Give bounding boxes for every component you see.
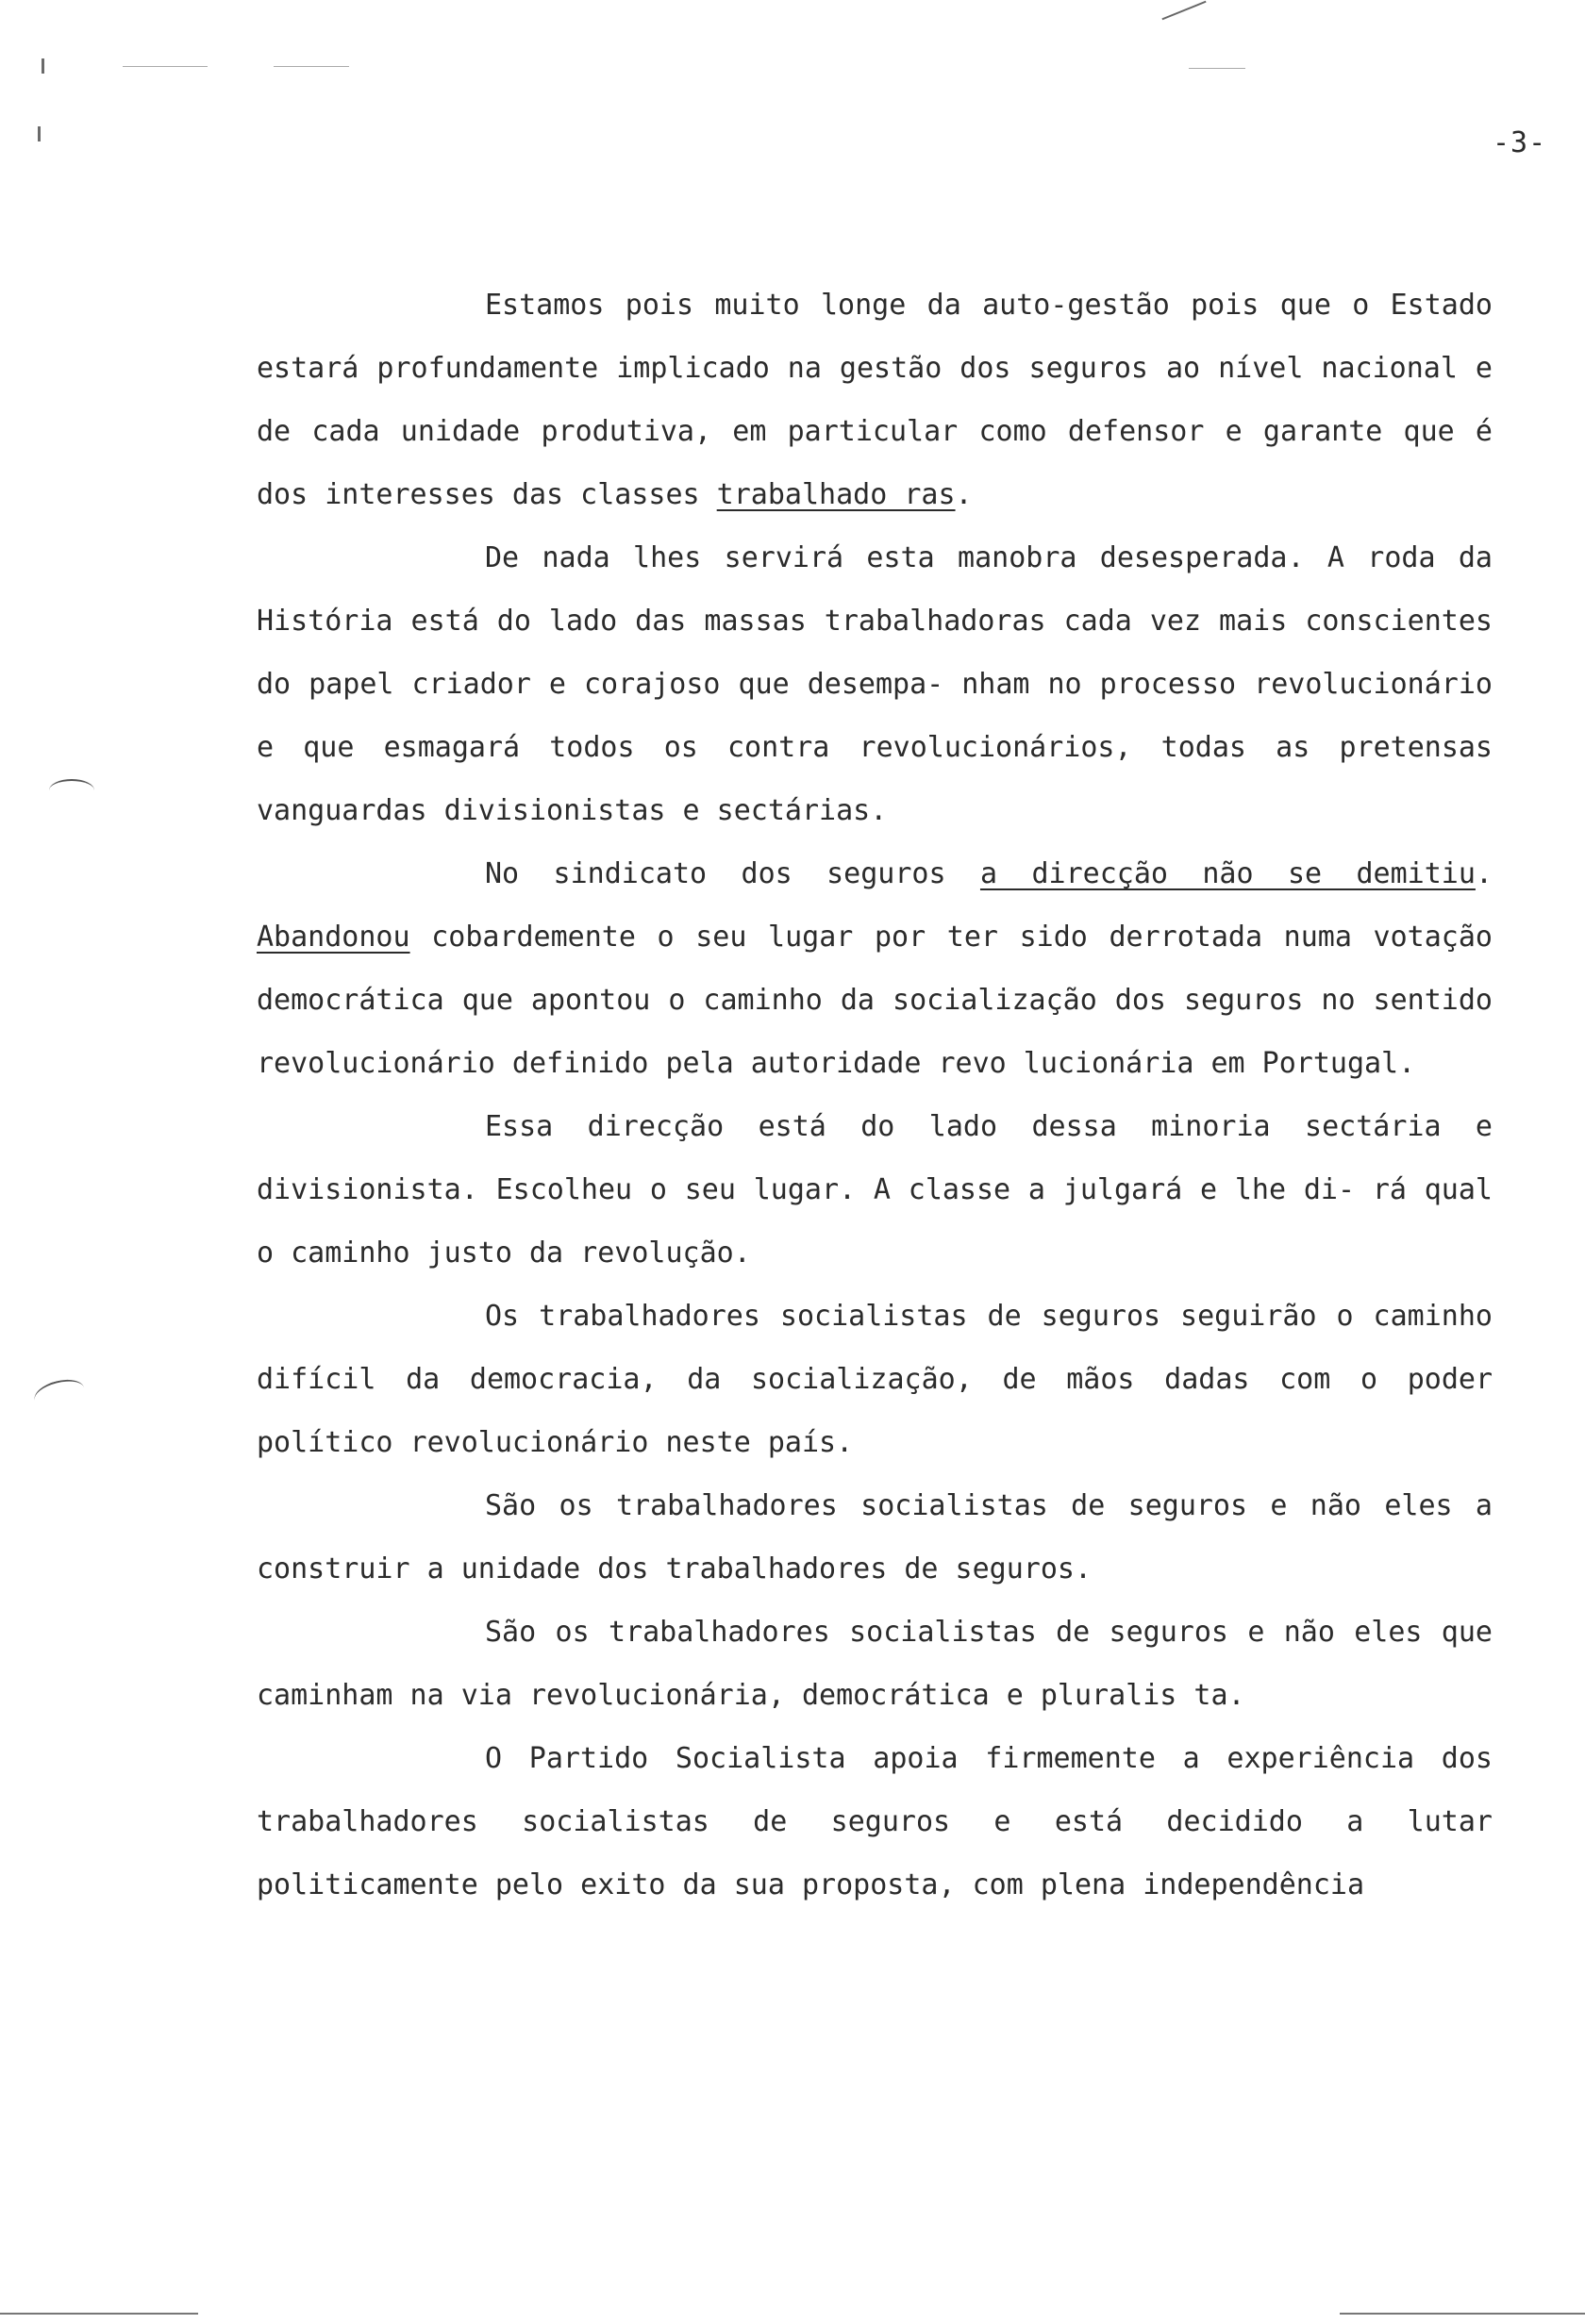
- paragraph: [257, 274, 1493, 526]
- scan-mark-left-1: [42, 58, 44, 74]
- scan-dash-top-right: [1189, 68, 1245, 69]
- scan-arc-left-1: [49, 779, 94, 802]
- paragraph-text: Essa direcção está do lado dessa minoria sectária e divisionista. Escolheu o seu lugar. A classe a julgará e lhe di- rá qual o caminho justo da revolução.: [257, 1110, 1493, 1270]
- paragraph: [257, 1727, 1493, 1917]
- scan-rule-bottom-right: [1340, 2313, 1585, 2315]
- paragraph: [257, 1095, 1493, 1285]
- page-number: -3-: [1493, 126, 1547, 159]
- paragraph: [257, 842, 1493, 1095]
- scan-rule-bottom-left: [0, 2313, 198, 2315]
- scan-arc-left-2: [31, 1375, 87, 1413]
- underlined-text: trabalhado ras: [716, 478, 956, 511]
- scan-dash-top-left-2: [274, 66, 349, 67]
- paragraph-text: São os trabalhadores socialistas de seguros e não eles que caminham na via revolucionária, democrática e pluralis ta.: [257, 1616, 1493, 1712]
- paragraph-text: No sindicato dos seguros: [485, 857, 980, 890]
- scan-mark-left-2: [38, 126, 41, 141]
- paragraph: [257, 1474, 1493, 1601]
- paragraph-text: De nada lhes servirá esta manobra desesperada. A roda da História está do lado das massas trabalhadoras cada vez mais conscientes do papel criador e corajoso que desempa- nham no processo revolucionário e que esmagará todos os contra revolucionários, todas as pretensas vanguardas divisionistas e sectárias.: [257, 541, 1493, 827]
- paragraph-text: .: [955, 478, 973, 511]
- paragraph: [257, 1601, 1493, 1727]
- paragraph-text: cobardemente o seu lugar por ter sido derrotada numa votação democrática que apontou o caminho da socialização dos seguros no sentido revolucionário definido pela autoridade revo lucionária em Portugal.: [257, 921, 1493, 1080]
- scan-dash-top-left: [123, 66, 208, 67]
- paragraph: [257, 526, 1493, 842]
- scan-stroke-top-right: [1161, 1, 1206, 21]
- paragraph-text: Estamos pois muito longe da auto-gestão pois que o Estado estará profundamente implicado na gestão dos seguros ao nível nacional e de cada unidade produtiva, em particular como defensor e garante que é dos interesses das classes: [257, 289, 1493, 511]
- paragraph-text: O Partido Socialista apoia firmemente a experiência dos trabalhadores socialistas de seguros e está decidido a lutar politicamente pelo exito da sua proposta, com plena independência: [257, 1742, 1493, 1901]
- paragraph-text: São os trabalhadores socialistas de seguros e não eles a construir a unidade dos trabalhadores de seguros.: [257, 1489, 1493, 1585]
- document-body: [257, 274, 1493, 1917]
- paragraph-text: Os trabalhadores socialistas de seguros seguirão o caminho difícil da democracia, da socialização, de mãos dadas com o poder político revolucionário neste país.: [257, 1300, 1493, 1459]
- paragraph: [257, 1285, 1493, 1474]
- paragraph-text: .: [1475, 857, 1493, 890]
- underlined-text: a direcção não se demitiu: [979, 857, 1476, 890]
- underlined-text: Abandonou: [257, 921, 410, 954]
